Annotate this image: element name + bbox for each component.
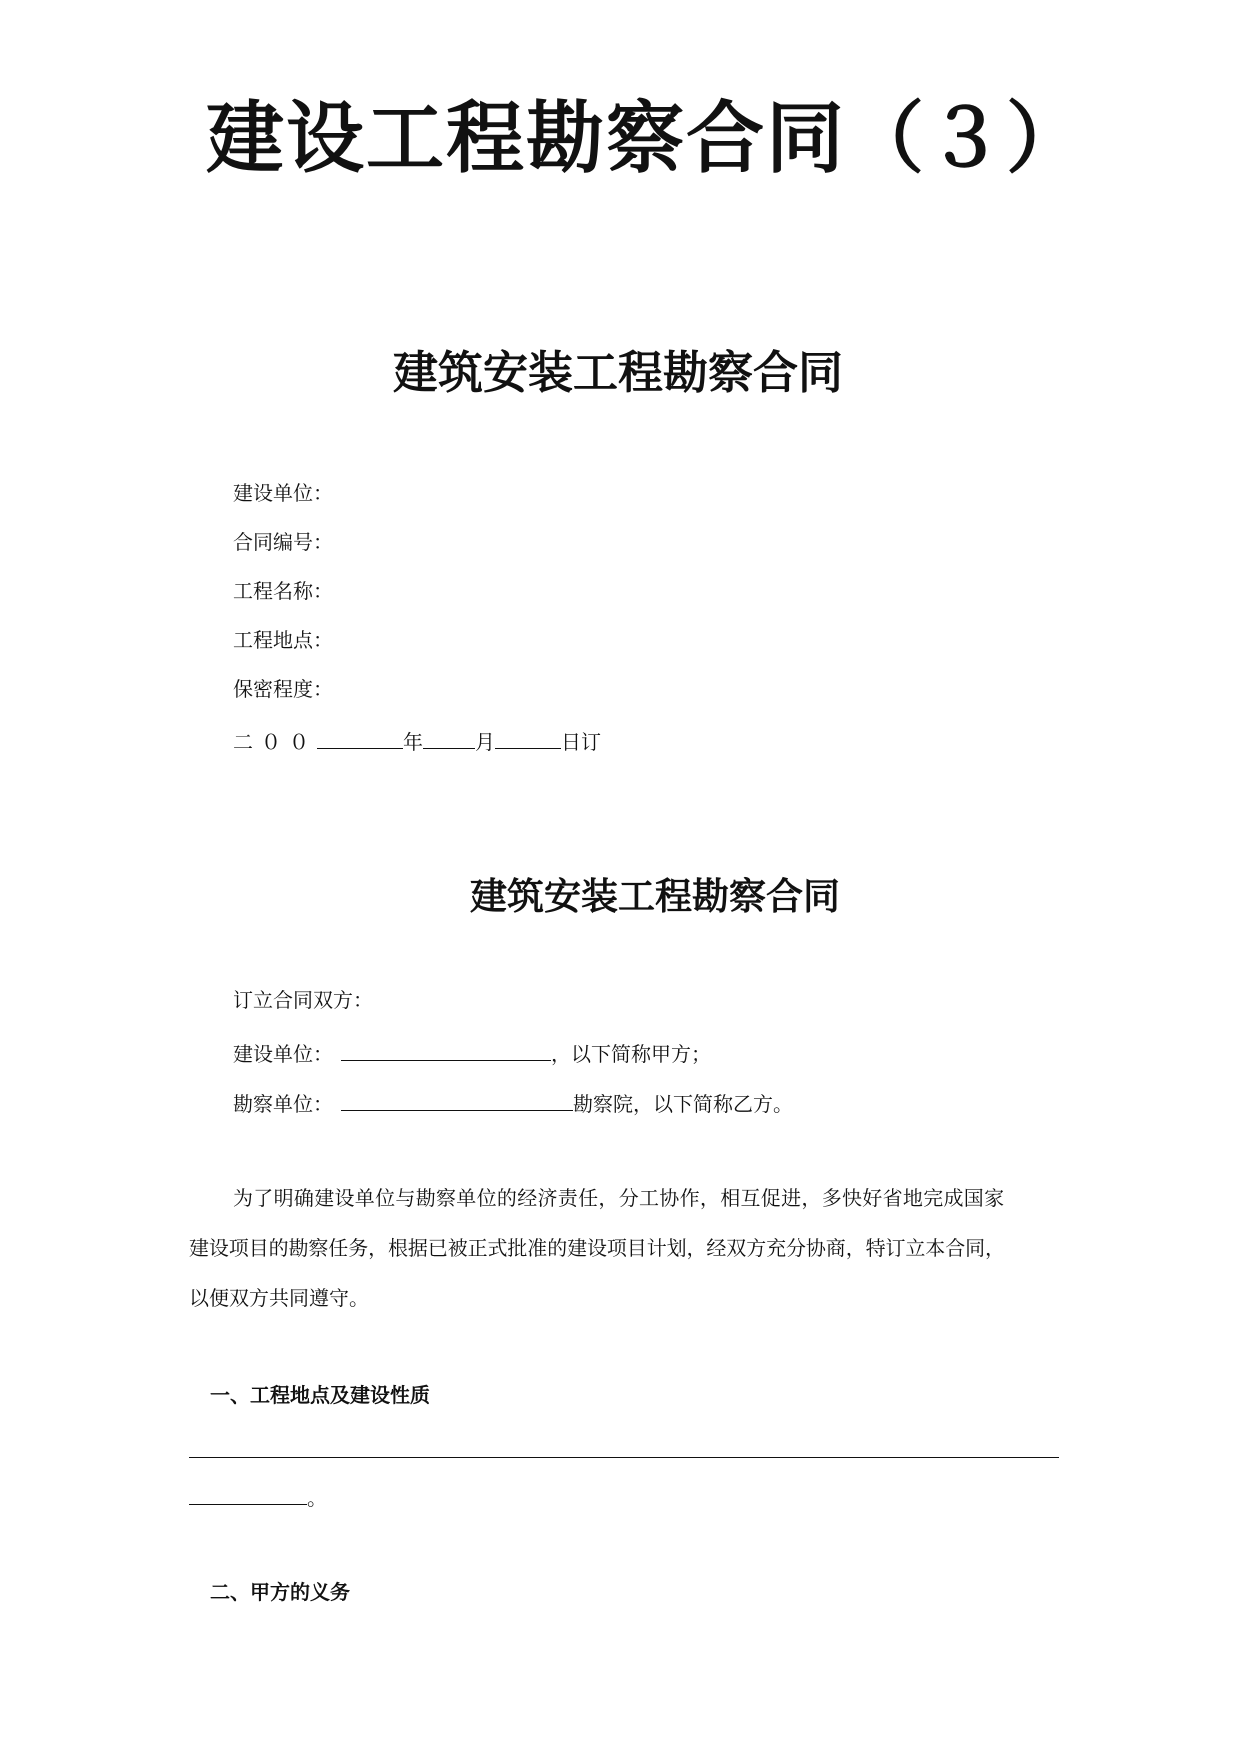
cover-field-confidentiality: 保密程度：	[233, 677, 333, 701]
party-b-label: 勘察单位：	[233, 1092, 333, 1116]
party-a-suffix: ，以下简称甲方；	[551, 1042, 711, 1066]
party-b-suffix: 勘察院，以下简称乙方。	[573, 1092, 793, 1116]
cover-field-contract-number: 合同编号：	[233, 530, 333, 554]
day-blank	[495, 728, 561, 749]
section-1-fill-end: 。	[307, 1486, 327, 1510]
date-month-label: 月	[475, 730, 495, 754]
date-day-label: 日订	[561, 730, 601, 754]
cover-title: 建筑安装工程勘察合同	[393, 346, 844, 399]
year-blank	[317, 728, 403, 749]
cover-field-project-name: 工程名称：	[233, 579, 333, 603]
cover-field-project-location: 工程地点：	[233, 628, 333, 652]
preamble-line-2: 建设项目的勘察任务，根据已被正式批准的建设项目计划，经双方充分协商，特订立本合同，	[189, 1236, 1005, 1260]
month-blank	[423, 728, 475, 749]
section-1-fill-end-line	[189, 1484, 327, 1508]
party-b-line	[233, 1090, 793, 1114]
parties-intro: 订立合同双方：	[233, 988, 373, 1012]
party-a-blank	[341, 1040, 551, 1061]
date-prefix: 二００	[233, 730, 317, 754]
contract-title: 建筑安装工程勘察合同	[470, 874, 840, 918]
party-b-blank	[341, 1090, 573, 1111]
preamble-line-3: 以便双方共同遵守。	[189, 1286, 369, 1310]
section-1-fill-blank	[189, 1484, 307, 1505]
preamble-line-1: 为了明确建设单位与勘察单位的经济责任，分工协作，相互促进，多快好省地完成国家	[233, 1186, 1005, 1210]
party-a-line	[233, 1040, 711, 1064]
cover-field-construction-unit: 建设单位：	[233, 481, 333, 505]
section-1-fill-line	[189, 1457, 1059, 1458]
date-line	[233, 728, 601, 752]
main-title: 建设工程勘察合同（３）	[206, 93, 1087, 184]
date-year-label: 年	[403, 730, 423, 754]
party-a-label: 建设单位：	[233, 1042, 333, 1066]
section-2-heading: 二、甲方的义务	[210, 1580, 350, 1604]
section-1-heading: 一、工程地点及建设性质	[210, 1383, 430, 1407]
